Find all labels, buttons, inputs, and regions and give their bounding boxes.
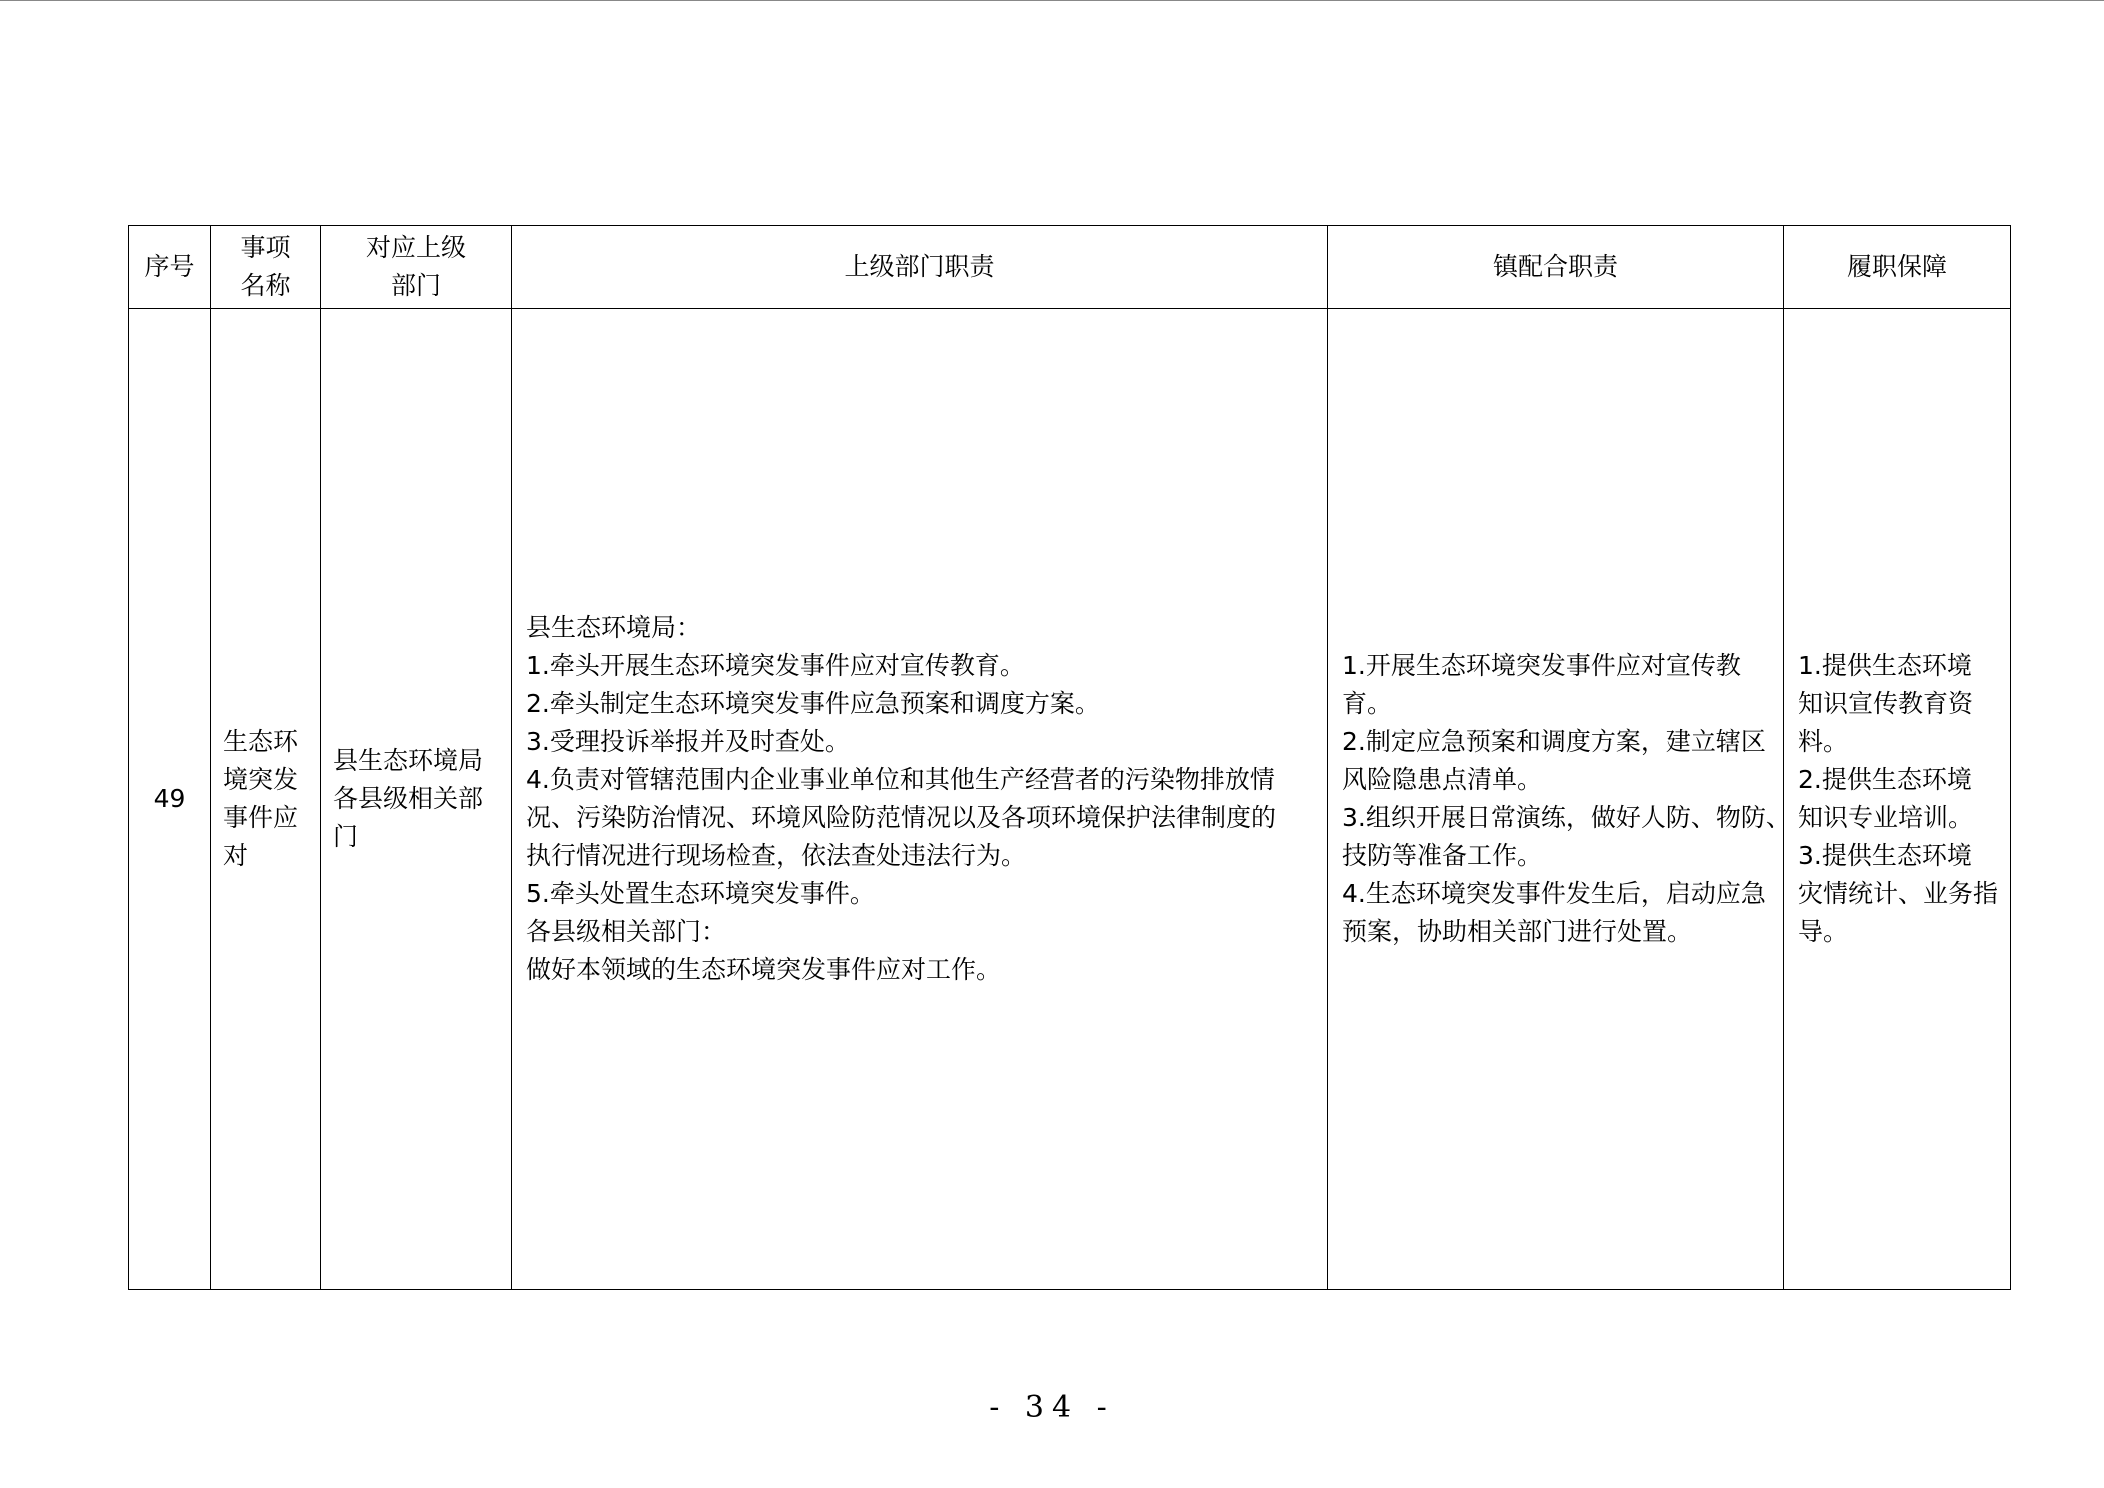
header-superior-duties: 上级部门职责 [512,226,1328,309]
superior-duty-line: 县生态环境局： [526,613,702,642]
header-serial-no: 序号 [129,226,211,309]
town-duty-line: 3.组织开展日常演练，做好人防、物防、 [1342,803,1791,832]
superior-duty-line: 执行情况进行现场检查，依法查处违法行为。 [526,841,1027,870]
superior-duty-line: 5.牵头处置生态环境突发事件。 [526,879,875,908]
duty-table [128,225,2011,1290]
item-name-line: 境突发 [223,765,299,794]
guarantee-line: 3.提供生态环境 [1798,841,1972,870]
superior-duty-line: 3.受理投诉举报并及时查处。 [526,727,850,756]
page-number: - 34 - [989,1390,1115,1425]
town-duty-line: 育。 [1342,689,1393,718]
guarantee-line: 知识专业培训。 [1798,803,1974,832]
town-duty-line: 2.制定应急预案和调度方案，建立辖区 [1342,727,1766,756]
guarantee-line: 知识宣传教育资 [1798,689,1974,718]
town-duty-line: 风险隐患点清单。 [1342,765,1543,794]
header-superior-dept [321,226,512,309]
cell-superior-duties [512,309,1328,1290]
table-row [129,309,2011,1290]
guarantee-line: 料。 [1798,727,1849,756]
header-superior-dept-line: 部门 [390,271,441,300]
town-duty-line: 1.开展生态环境突发事件应对宣传教 [1342,651,1741,680]
header-guarantee: 履职保障 [1784,226,2011,309]
superior-duty-line: 各县级相关部门： [526,917,727,946]
item-name-line: 事件应 [223,803,299,832]
guarantee-line: 导。 [1798,917,1849,946]
town-duty-line: 4.生态环境突发事件发生后，启动应急 [1342,879,1766,908]
dept-line: 县生态环境局 [333,746,484,775]
dept-line: 各县级相关部 [333,784,484,813]
cell-superior-dept [321,309,512,1290]
cell-item-name [211,309,321,1290]
guarantee-line: 2.提供生态环境 [1798,765,1972,794]
item-name-line: 对 [223,841,249,870]
item-name-line: 生态环 [223,727,299,756]
guarantee-line: 1.提供生态环境 [1798,651,1972,680]
header-item-name-line: 事项 [240,233,291,262]
header-row [129,226,2011,309]
header-item-name-line: 名称 [240,271,291,300]
cell-guarantee [1784,309,2011,1290]
header-item-name [211,226,321,309]
superior-duty-line: 况、污染防治情况、环境风险防范情况以及各项环境保护法律制度的 [526,803,1277,832]
superior-duty-line: 2.牵头制定生态环境突发事件应急预案和调度方案。 [526,689,1100,718]
page-top-border [0,0,2104,1]
superior-duty-line: 做好本领域的生态环境突发事件应对工作。 [526,955,1002,984]
dept-line: 门 [333,822,359,851]
cell-serial-no: 49 [129,309,211,1290]
cell-town-duties [1328,309,1791,1290]
town-duty-line: 预案，协助相关部门进行处置。 [1342,917,1693,946]
header-superior-dept-line: 对应上级 [365,233,466,262]
header-town-duties: 镇配合职责 [1328,226,1784,309]
town-duty-line: 技防等准备工作。 [1342,841,1543,870]
superior-duty-line: 1.牵头开展生态环境突发事件应对宣传教育。 [526,651,1025,680]
superior-duty-line: 4.负责对管辖范围内企业事业单位和其他生产经营者的污染物排放情 [526,765,1275,794]
guarantee-line: 灾情统计、业务指 [1798,879,1999,908]
